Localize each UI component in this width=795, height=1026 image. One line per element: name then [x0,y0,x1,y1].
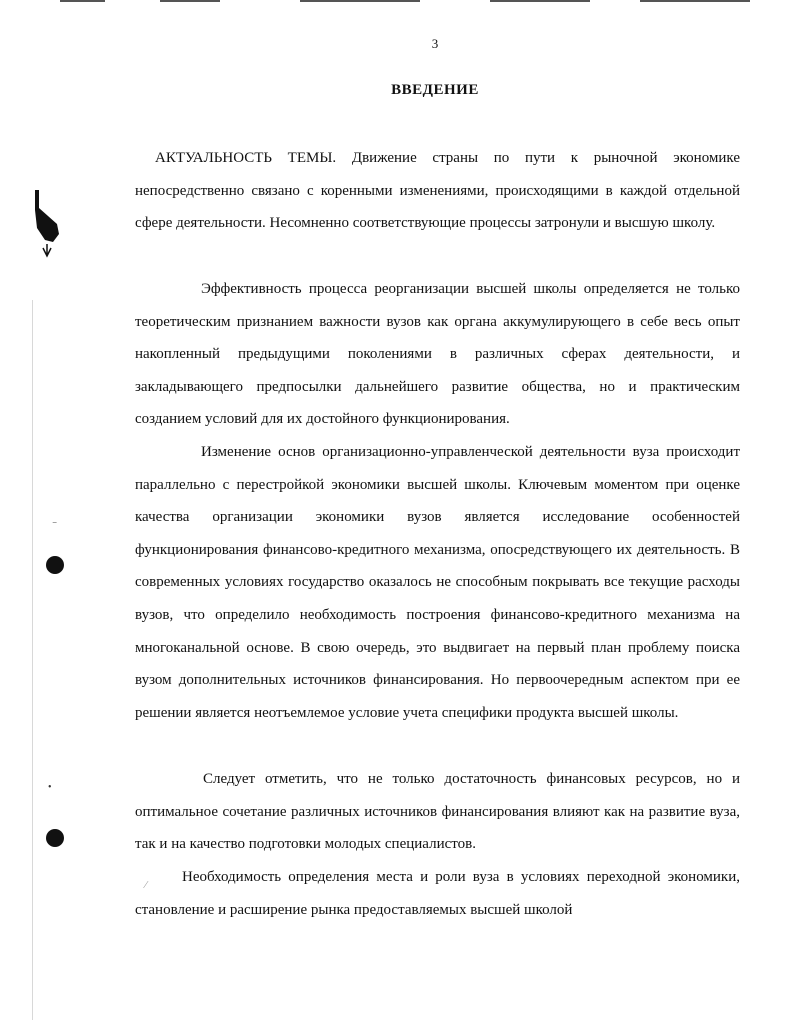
page-heading: ВВЕДЕНИЕ [391,82,479,98]
paragraph-change [135,436,740,729]
paragraph-text: Следует отметить, что не только достаточность финансовых ресурсов, но и оптимальное сочетание различных источников финансирования влияют как на развитие вуза, так и на качество подготовки молодых специалистов. [135,771,740,853]
paragraph-text: АКТУАЛЬНОСТЬ ТЕМЫ. Движение страны по пути к рыночной экономике непосредственно связано с коренными изменениями, происходящими в каждой отдельной сфере деятельности. Несомненно соответствующие процессы затронули и высшую школу. [135,150,740,232]
paragraph-text: Эффективность процесса реорганизации высшей школы определяется не только теоретическим признанием важности вузов как органа аккумулирующего в себе весь опыт накопленный предыдущими поколениями в различных сферах деятельности, и закладывающего предпосылки дальнейшего развитие общества, но и практическим созданием условий для их достойного функционирования. [135,281,740,428]
scan-page-edge [32,300,33,1020]
binding-mark-icon [33,190,63,260]
scan-speck-icon: • [48,782,52,793]
paragraph-note [135,763,740,861]
scan-top-rule [490,0,590,2]
punch-hole-icon [46,556,64,574]
paragraph-text: Необходимость определения места и роли вуза в условиях переходной экономики, становление и расширение рынка предоставляемых высшей школой [135,869,740,918]
paragraph-relevance [135,142,740,240]
paragraph-necessity [135,861,740,926]
scan-speck-icon: ⁄ [145,880,147,891]
punch-hole-icon [46,829,64,847]
paragraph-text: Изменение основ организационно-управленческой деятельности вуза происходит параллельно с перестройкой экономики высшей школы. Ключевым моментом при оценке качества организации экономики вузов является исследование особенностей функционирования финансово-кредитного механизма, опосредствующего их деятельность. В современных условиях государство оказалось не способным покрывать все текущие расходы вузов, что определило необходимость построения финансово-кредитного механизма на многоканальной основе. В свою очередь, это выдвигает на первый план проблему поиска вузом дополнительных источников финансирования. Но первоочередным аспектом при ее решении является неотъемлемое условие учета специфики продукта высшей школы. [135,444,740,721]
scan-speck-icon: ⁻ [52,520,58,531]
scan-top-rule [60,0,105,2]
scan-top-rule [640,0,750,2]
page-number: 3 [431,36,439,51]
paragraph-efficiency [135,273,740,436]
scan-top-rule [160,0,220,2]
scan-top-rule [300,0,420,2]
